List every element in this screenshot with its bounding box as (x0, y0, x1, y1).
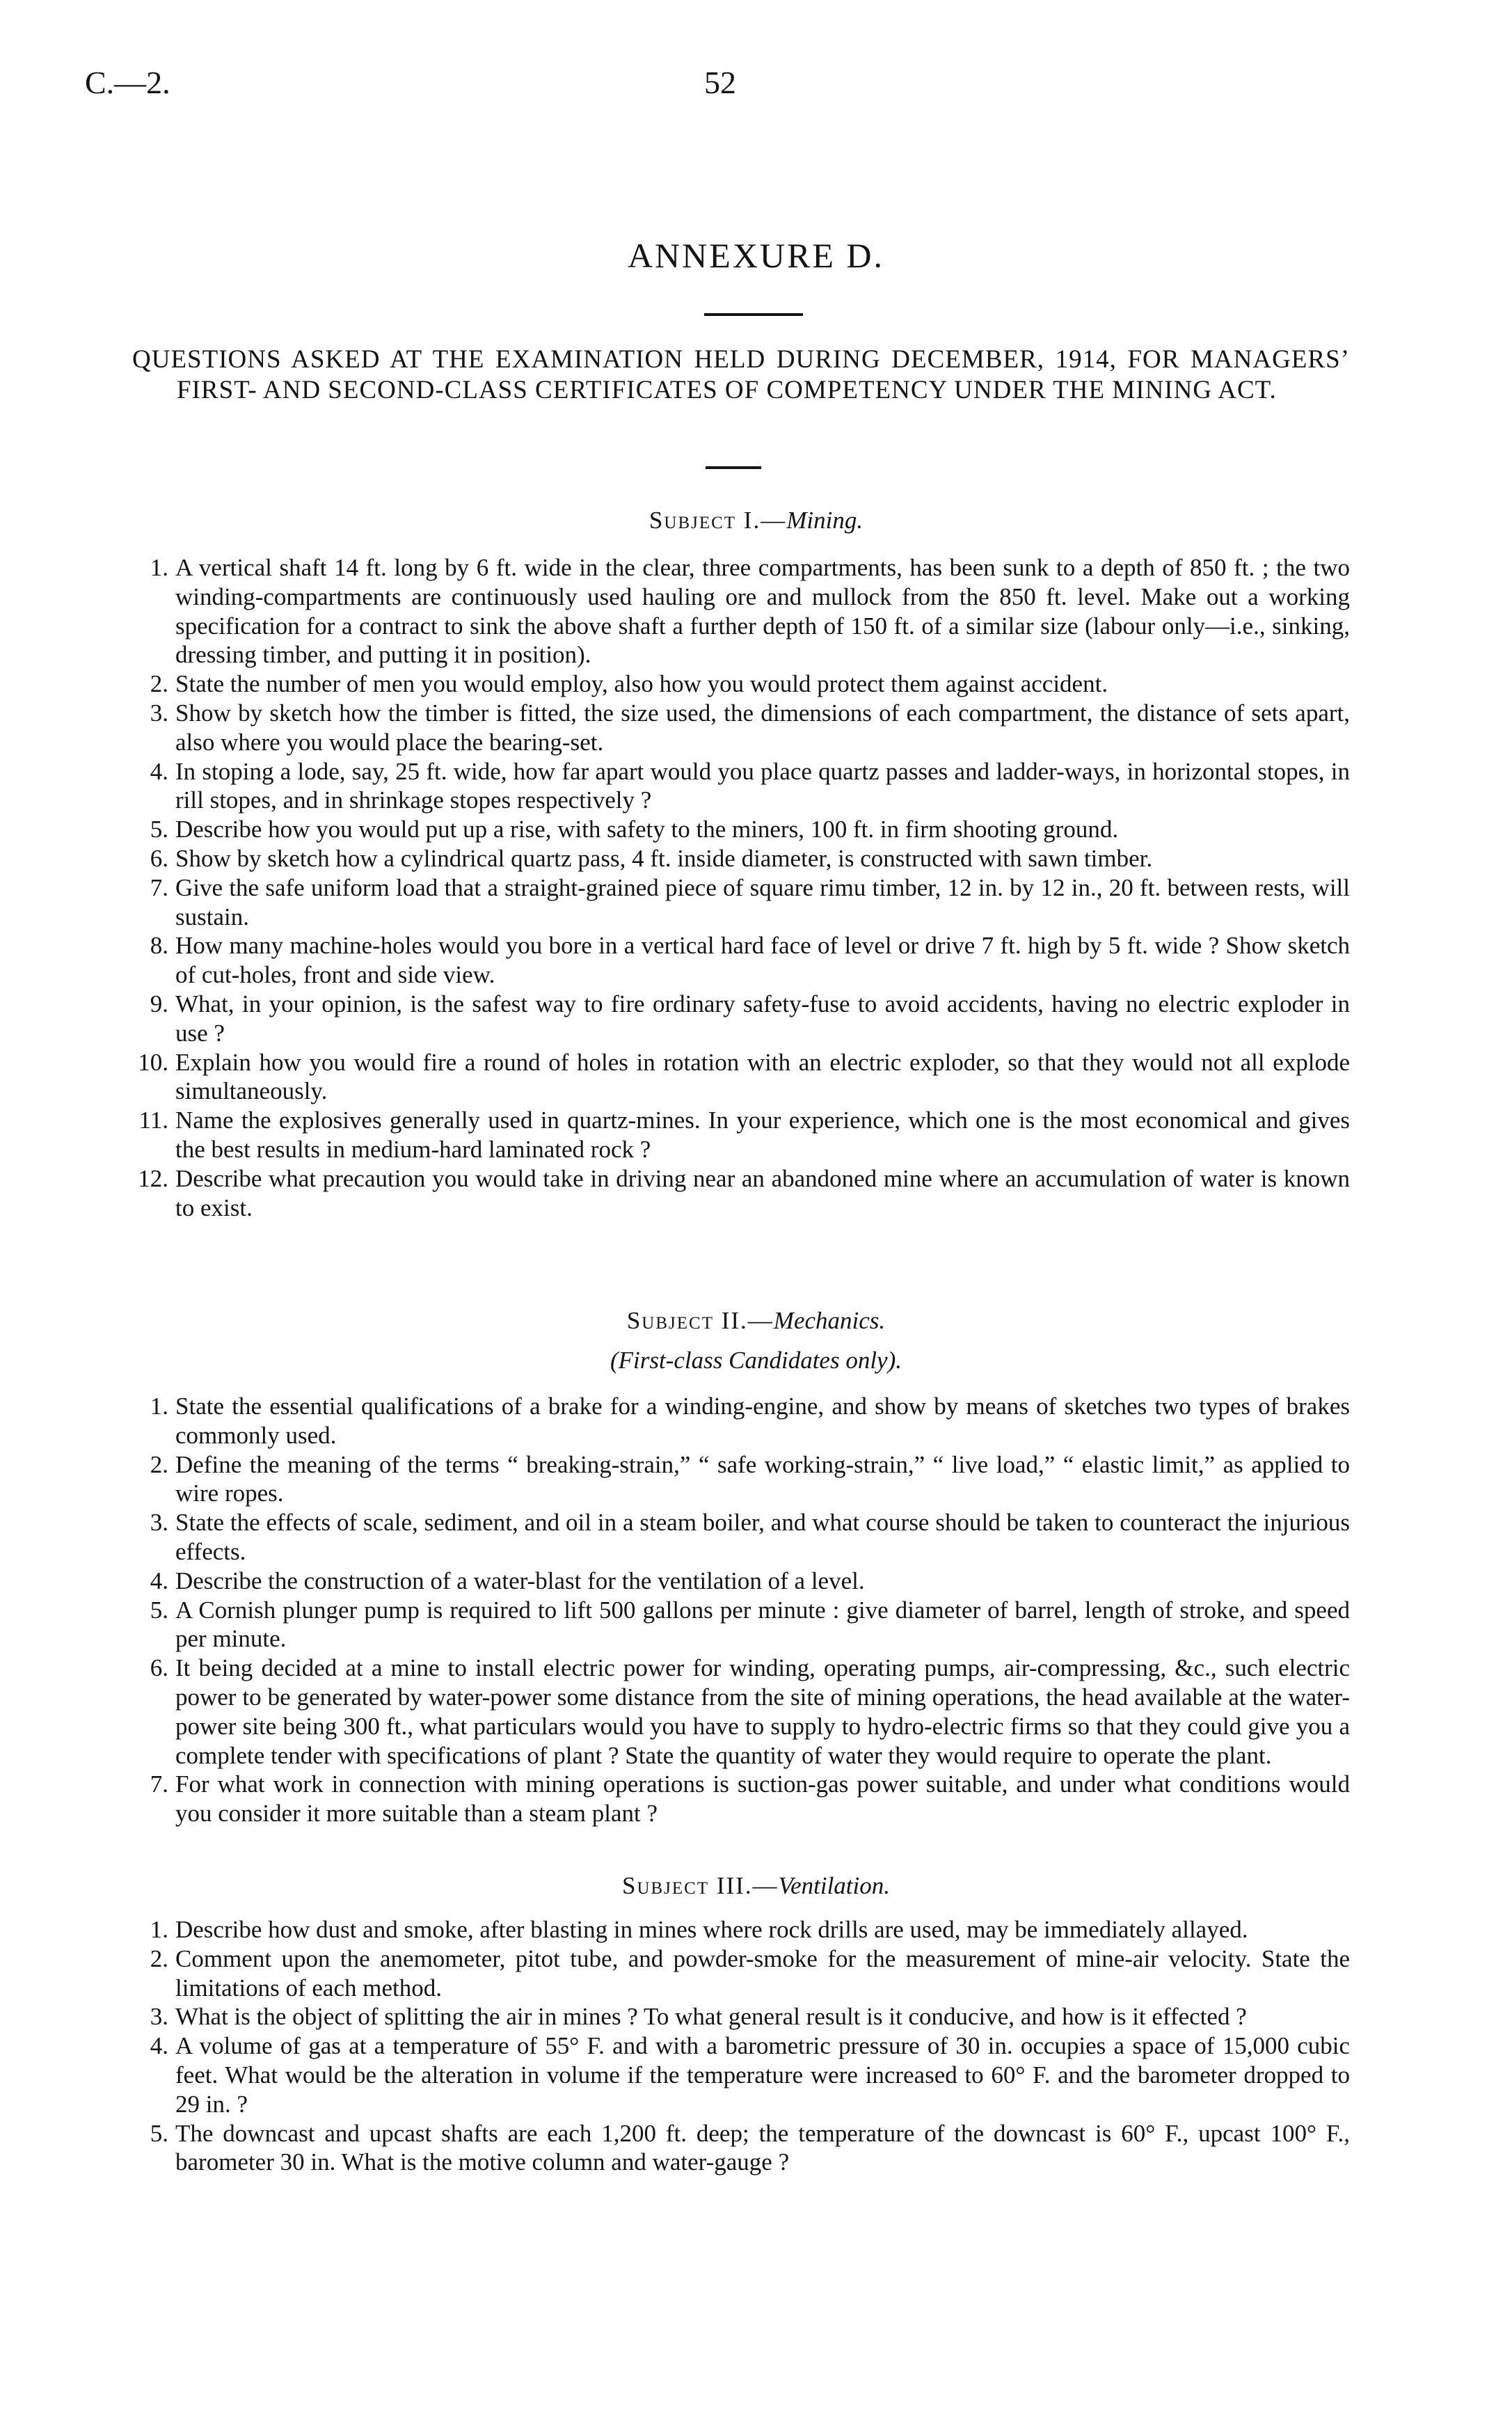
question-number: 3. (150, 2003, 168, 2031)
question-number: 5. (150, 2119, 168, 2147)
question-item (132, 2119, 1350, 2178)
question-text: Describe what precaution you would take in driving near an abandoned mine where an accumulation of water is known to exist. (175, 1164, 1350, 1221)
question-item (132, 1164, 1350, 1223)
question-item (132, 1392, 1350, 1450)
question-number: 2. (150, 670, 168, 698)
question-number: 3. (150, 1509, 168, 1537)
question-item (132, 1106, 1350, 1164)
section-label: Subject I.— (648, 507, 787, 534)
question-number: 4. (150, 757, 168, 785)
question-item (132, 873, 1350, 932)
question-item (132, 1048, 1350, 1107)
question-item (132, 1450, 1350, 1509)
question-item (132, 1508, 1350, 1567)
question-text: State the essential qualifications of a brake for a winding-engine, and show by means of sketches two types of brakes commonly used. (175, 1393, 1350, 1449)
question-item (132, 931, 1350, 990)
question-text: Describe the construction of a water-blast for the ventilation of a level. (175, 1567, 865, 1594)
question-text: The downcast and upcast shafts are each 1,200 ft. deep; the temperature of the downcast is 60° F., upcast 100° F., barometer 30 in. What is the motive column and water-gauge ? (175, 2119, 1350, 2176)
question-number: 6. (150, 1654, 168, 1682)
question-text: How many machine-holes would you bore in a vertical hard face of level or drive 7 ft. high by 5 ft. wide ? Show sketch of cut-holes, front and side view. (175, 932, 1350, 989)
question-item (132, 553, 1350, 669)
document-code: C.—2. (85, 65, 170, 100)
section-name: Mechanics. (773, 1307, 886, 1334)
question-text: In stoping a lode, say, 25 ft. wide, how far apart would you place quartz passes and ladder-ways, in horizontal stopes, in rill stopes, and in shrinkage stopes respectively ? (175, 757, 1350, 814)
intro-heading: QUESTIONS ASKED AT THE EXAMINATION HELD DURING DECEMBER, 1914, FOR MANAGERS’ FIRST- AND SECOND-CLASS CERTIFICATES OF COMPETENCY UNDER THE MINING ACT. (132, 345, 1350, 404)
question-item (132, 1770, 1350, 1828)
question-item (132, 1654, 1350, 1770)
question-number: 9. (150, 990, 168, 1017)
question-number: 12. (138, 1164, 168, 1192)
question-number: 3. (150, 699, 168, 727)
title-rule (704, 313, 803, 316)
question-text: A Cornish plunger pump is required to lift 500 gallons per minute : give diameter of barrel, length of stroke, and speed per minute. (175, 1596, 1350, 1653)
section-heading-mining (0, 507, 1512, 534)
question-list-mining (132, 553, 1350, 1222)
section-label: Subject III.— (621, 1872, 779, 1899)
section-label: Subject II.— (626, 1307, 774, 1334)
question-text: Show by sketch how a cylindrical quartz pass, 4 ft. inside diameter, is constructed with sawn timber. (175, 844, 1153, 872)
question-text: State the effects of scale, sediment, and oil in a steam boiler, and what course should be taken to counteract the injurious effects. (175, 1509, 1350, 1565)
question-number: 1. (150, 554, 168, 581)
question-number: 11. (138, 1107, 168, 1134)
question-text: A volume of gas at a temperature of 55° F. and with a barometric pressure of 30 in. occupies a space of 15,000 cubic feet. What would be the alteration in volume if the temperature were increased to 60° F. and the barometer dropped to 29 in. ? (175, 2032, 1350, 2118)
question-number: 8. (150, 932, 168, 960)
section-subtitle: (First-class Candidates only). (610, 1347, 902, 1374)
page-number: 52 (704, 65, 736, 100)
question-number: 1. (150, 1916, 168, 1943)
section-name: Mining. (786, 507, 864, 534)
question-item (132, 1944, 1350, 2003)
question-text: Explain how you would fire a round of holes in rotation with an electric exploder, so that they would not all explode simultaneously. (175, 1048, 1350, 1105)
question-text: What, in your opinion, is the safest way to fire ordinary safety-fuse to avoid accidents, having no electric exploder in use ? (175, 990, 1350, 1047)
question-item (132, 757, 1350, 816)
annexure-title: ANNEXURE D. (627, 236, 885, 275)
question-number: 5. (150, 1596, 168, 1624)
question-number: 7. (150, 1770, 168, 1798)
question-number: 4. (150, 1567, 168, 1594)
question-number: 7. (150, 873, 168, 901)
question-text: Comment upon the anemometer, pitot tube, and powder-smoke for the measurement of mine-air velocity. State the limitations of each method. (175, 1944, 1350, 2002)
question-item (132, 699, 1350, 757)
question-item (132, 990, 1350, 1048)
question-text: Give the safe uniform load that a straight-grained piece of square rimu timber, 12 in. by 12 in., 20 ft. between rests, will sustain. (175, 873, 1350, 930)
question-item (132, 2002, 1350, 2031)
question-number: 2. (150, 1450, 168, 1478)
section-heading-ventilation (0, 1872, 1512, 1900)
question-item (132, 1915, 1350, 1944)
question-list-mechanics (132, 1392, 1350, 1828)
question-item (132, 669, 1350, 699)
question-text: Show by sketch how the timber is fitted, the size used, the dimensions of each compartment, the distance of sets apart, also where you would place the bearing-set. (175, 699, 1350, 756)
question-item (132, 844, 1350, 873)
question-text: State the number of men you would employ, also how you would protect them against accident. (175, 670, 1108, 698)
question-number: 1. (150, 1393, 168, 1420)
question-number: 4. (150, 2032, 168, 2060)
question-text: Name the explosives generally used in quartz-mines. In your experience, which one is the most economical and gives the best results in medium-hard laminated rock ? (175, 1107, 1350, 1163)
question-text: What is the object of splitting the air in mines ? To what general result is it conducive, and how is it effected ? (175, 2003, 1247, 2031)
section-name: Ventilation. (778, 1872, 890, 1899)
question-text: Describe how dust and smoke, after blasting in mines where rock drills are used, may be immediately allayed. (175, 1916, 1248, 1943)
question-text: Describe how you would put up a rise, with safety to the miners, 100 ft. in firm shooting ground. (175, 816, 1119, 843)
intro-rule (706, 466, 761, 469)
question-number: 10. (138, 1048, 168, 1076)
question-list-ventilation (132, 1915, 1350, 2177)
question-item (132, 815, 1350, 844)
question-text: Define the meaning of the terms “ breaking-strain,” “ safe working-strain,” “ live load,” “ elastic limit,” as applied to wire ropes. (175, 1450, 1350, 1507)
question-number: 6. (150, 844, 168, 872)
question-number: 5. (150, 816, 168, 843)
question-item (132, 2031, 1350, 2118)
question-item (132, 1596, 1350, 1654)
question-text: A vertical shaft 14 ft. long by 6 ft. wide in the clear, three compartments, has been sunk to a depth of 850 ft. ; the two winding-compartments are continuously used hauling ore and mullock from the 850 ft. level. Make out a working specification for a contract to sink the above shaft a further depth of 150 ft. of a similar size (labour only—i.e., sinking, dressing timber, and putting it in position). (175, 554, 1350, 669)
question-text: It being decided at a mine to install electric power for winding, operating pumps, air-compressing, &c., such electric power to be generated by water-power some distance from the site of mining operations, the head available at the water-power site being 300 ft., what particulars would you have to supply to hydro-electric firms so that they could give you a complete tender with specifications of plant ? State the quantity of water they would require to operate the plant. (175, 1654, 1350, 1769)
section-heading-mechanics (0, 1307, 1512, 1335)
question-item (132, 1567, 1350, 1596)
question-number: 2. (150, 1944, 168, 1972)
question-text: For what work in connection with mining operations is suction-gas power suitable, and under what conditions would you consider it more suitable than a steam plant ? (175, 1770, 1350, 1828)
